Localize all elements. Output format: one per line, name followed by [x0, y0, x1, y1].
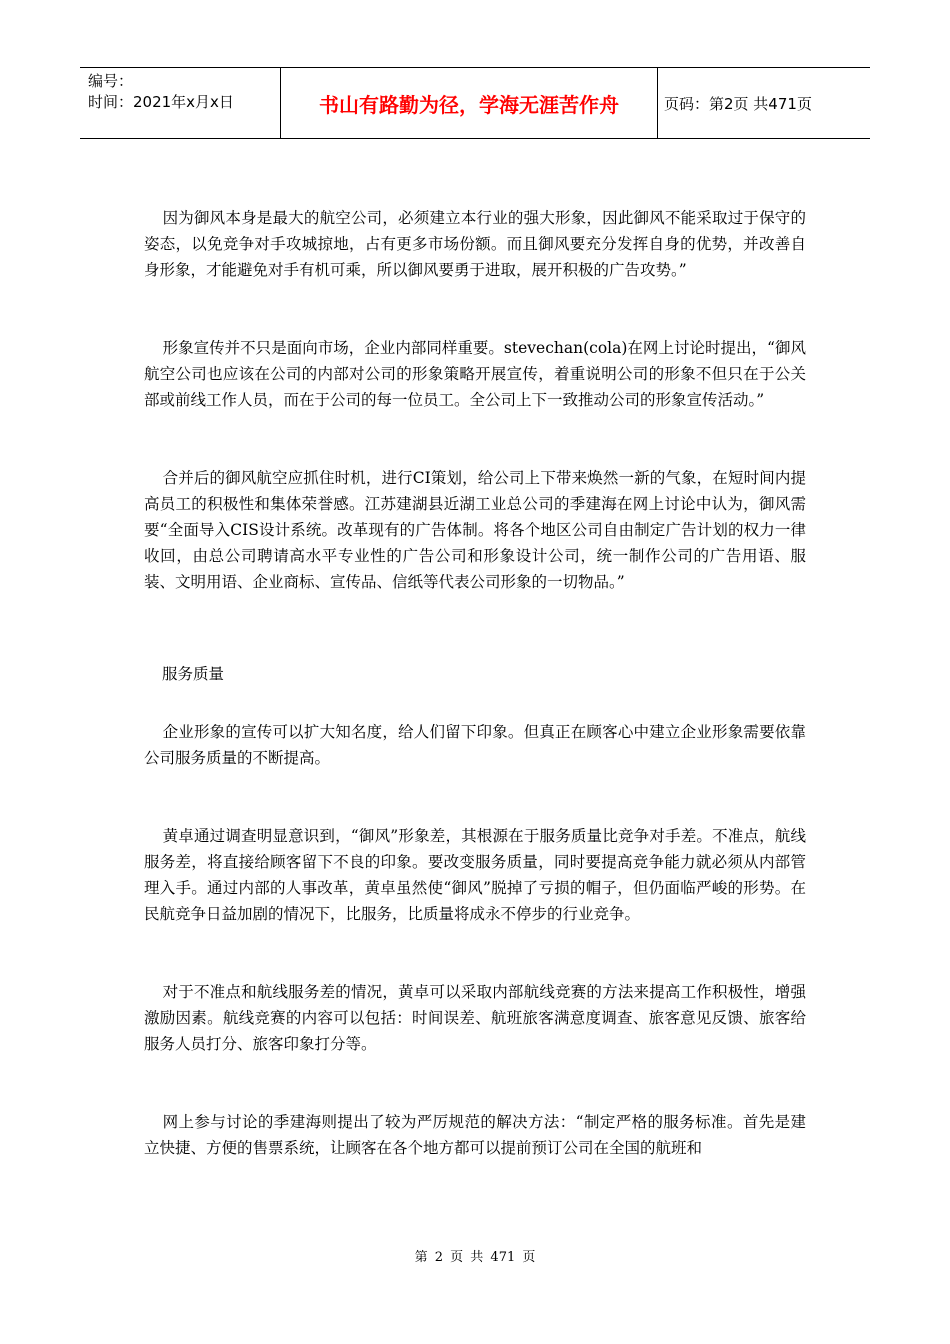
section-heading: 服务质量: [162, 665, 225, 683]
paragraph: 黄卓通过调查明显意识到，“御风”形象差，其根源在于服务质量比竞争对手差。不准点，航线服务差，将直接给顾客留下不良的印象。要改变服务质量，同时要提高竞争能力就必须从内部管理入手。通过内部的人事改革，黄卓虽然使“御风”脱掉了亏损的帽子，但仍面临严峻的形势。在民航竞争日益加剧的情况下，比服务，比质量将成永不停步的行业竞争。: [144, 827, 806, 923]
paragraph: 企业形象的宣传可以扩大知名度，给人们留下印象。但真正在顾客心中建立企业形象需要依靠公司服务质量的不断提高。: [144, 723, 806, 767]
paragraph: 对于不准点和航线服务差的情况，黄卓可以采取内部航线竞赛的方法来提高工作积极性，增强激励因素。航线竞赛的内容可以包括：时间误差、航班旅客满意度调查、旅客意见反馈、旅客给服务人员打分、旅客印象打分等。: [144, 983, 806, 1053]
number-label: 编号：: [88, 72, 134, 90]
header-page-info: 页码：第2页 共471页: [664, 94, 812, 113]
date-label: 时间：2021年x月x日: [88, 93, 234, 111]
header-motto: 书山有路勤为径，学海无涯苦作舟: [281, 68, 658, 138]
document-body: [144, 205, 806, 1161]
page-header: [80, 67, 870, 139]
header-meta: [80, 68, 281, 138]
paragraph: 合并后的御风航空应抓住时机，进行CI策划，给公司上下带来焕然一新的气象，在短时间内提高员工的积极性和集体荣誉感。江苏建湖县近湖工业总公司的季建海在网上讨论中认为，御风需要“全面导入CIS设计系统。改革现有的广告体制。将各个地区公司自由制定广告计划的权力一律收回，由总公司聘请高水平专业性的广告公司和形象设计公司，统一制作公司的广告用语、服装、文明用语、企业商标、宣传品、信纸等代表公司形象的一切物品。”: [144, 469, 806, 591]
paragraph: 形象宣传并不只是面向市场，企业内部同样重要。stevechan(cola)在网上讨论时提出，“御风航空公司也应该在公司的内部对公司的形象策略开展宣传，着重说明公司的形象不但只在于公关部或前线工作人员，而在于公司的每一位员工。全公司上下一致推动公司的形象宣传活动。”: [144, 339, 806, 409]
page-footer: 第 2 页 共 471 页: [414, 1250, 536, 1265]
paragraph: 因为御风本身是最大的航空公司，必须建立本行业的强大形象，因此御风不能采取过于保守的姿态，以免竞争对手攻城掠地，占有更多市场份额。而且御风要充分发挥自身的优势，并改善自身形象，才能避免对手有机可乘，所以御风要勇于进取，展开积极的广告攻势。”: [144, 209, 806, 279]
paragraph: 网上参与讨论的季建海则提出了较为严厉规范的解决方法：“制定严格的服务标准。首先是建立快捷、方便的售票系统，让顾客在各个地方都可以提前预订公司在全国的航班和: [144, 1113, 806, 1157]
